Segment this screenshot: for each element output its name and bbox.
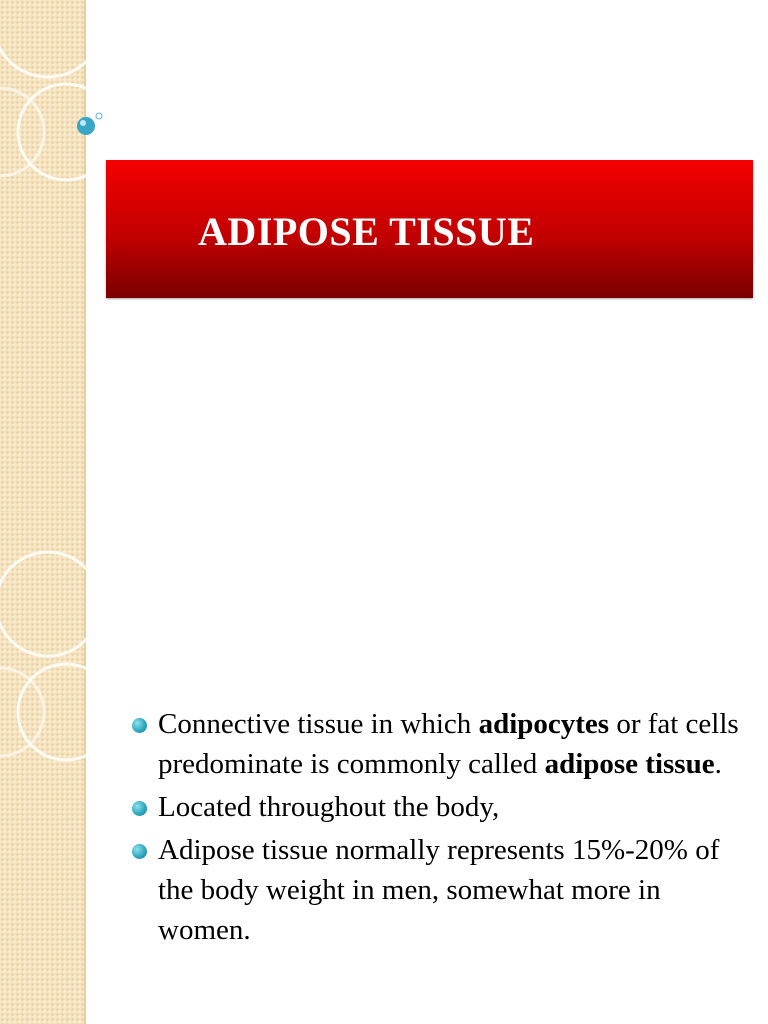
teal-sphere-bullet-icon	[132, 801, 147, 816]
decor-ring-left	[0, 668, 44, 756]
decor-ring-middle	[18, 84, 114, 180]
content-slide	[0, 512, 768, 1024]
bullet-text: Located throughout the body,	[158, 791, 500, 823]
decor-ring-top	[0, 552, 100, 656]
teal-sphere-bullet-icon	[132, 844, 147, 859]
decor-ring-middle	[18, 664, 114, 760]
bullet-text: Adipose tissue normally represents 15%-20% of the body weight in men, somewhat more in women.	[158, 834, 720, 946]
decorative-circles	[0, 512, 140, 1024]
bullet-item	[132, 704, 742, 784]
blue-sphere-icon	[77, 117, 95, 135]
bullet-text: or fat cells predominate is commonly called	[158, 708, 739, 780]
sphere-highlight	[80, 120, 86, 126]
bullet-bold-term: adipocytes	[478, 708, 610, 740]
bullet-text: .	[714, 748, 722, 780]
bullet-list	[132, 704, 742, 953]
bullet-bold-term: adipose tissue	[544, 748, 715, 780]
title-banner	[106, 160, 753, 298]
decor-ring-left	[0, 88, 44, 176]
small-ring-icon	[96, 113, 102, 119]
bullet-item	[132, 787, 742, 827]
decor-ring-top	[0, 0, 103, 77]
bullet-text: Connective tissue in which	[158, 708, 479, 740]
bullet-item	[132, 830, 742, 950]
teal-sphere-bullet-icon	[132, 718, 147, 733]
slide-title: ADIPOSE TISSUE	[198, 209, 535, 254]
